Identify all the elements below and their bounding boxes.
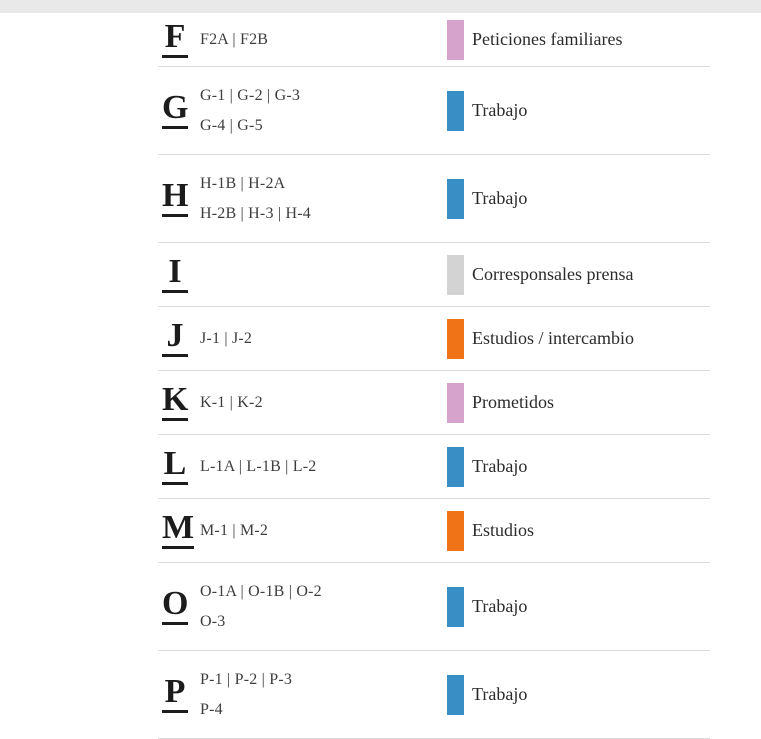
visa-codes-line: P-4 xyxy=(200,700,223,718)
category-label: Trabajo xyxy=(472,100,528,120)
visa-codes xyxy=(200,388,447,418)
category-color-swatch xyxy=(447,675,464,715)
visa-letter-link[interactable]: K xyxy=(162,385,188,421)
visa-codes-line: H-1B | H-2A xyxy=(200,174,286,192)
category-color-swatch xyxy=(447,179,464,219)
category-label: Prometidos xyxy=(472,392,555,412)
visa-letter-link[interactable]: O xyxy=(162,589,188,625)
table-row xyxy=(158,307,710,371)
category-label: Trabajo xyxy=(472,684,528,704)
visa-letter-cell xyxy=(158,88,200,129)
table-row xyxy=(158,435,710,499)
visa-letter-link[interactable]: J xyxy=(162,321,188,357)
visa-codes xyxy=(200,81,447,141)
category-color-swatch xyxy=(447,383,464,423)
visa-codes-line: G-1 | G-2 | G-3 xyxy=(200,86,301,104)
visa-codes-line: F2A | F2B xyxy=(200,30,269,48)
visa-letter-link[interactable]: G xyxy=(162,93,188,129)
visa-categories-table xyxy=(158,13,710,739)
table-row xyxy=(158,499,710,563)
visa-letter-cell xyxy=(158,17,200,58)
category-color-swatch xyxy=(447,20,464,60)
visa-letter-link[interactable]: M xyxy=(162,513,194,549)
category-label: Trabajo xyxy=(472,188,528,208)
category-label: Peticiones familiares xyxy=(472,29,623,49)
visa-codes-line: G-4 | G-5 xyxy=(200,116,263,134)
category-color-swatch xyxy=(447,511,464,551)
top-gray-band xyxy=(0,0,761,13)
visa-codes xyxy=(200,169,447,229)
visa-codes xyxy=(200,25,447,55)
visa-letter-cell xyxy=(158,380,200,421)
visa-letter-link[interactable]: L xyxy=(162,449,188,485)
visa-codes-line: O-3 xyxy=(200,612,226,630)
visa-codes-line: H-2B | H-3 | H-4 xyxy=(200,204,311,222)
visa-letter-cell xyxy=(158,252,200,293)
table-row xyxy=(158,563,710,651)
visa-letter-cell xyxy=(158,508,200,549)
visa-letter-cell xyxy=(158,672,200,713)
category-label: Trabajo xyxy=(472,596,528,616)
table-row xyxy=(158,243,710,307)
table-row xyxy=(158,155,710,243)
visa-letter-link[interactable]: F xyxy=(162,22,188,58)
category-color-swatch xyxy=(447,447,464,487)
table-row xyxy=(158,13,710,67)
visa-codes-line: J-1 | J-2 xyxy=(200,329,253,347)
category-color-swatch xyxy=(447,587,464,627)
category-label: Trabajo xyxy=(472,456,528,476)
visa-codes xyxy=(200,324,447,354)
category-color-swatch xyxy=(447,91,464,131)
visa-codes xyxy=(200,665,447,725)
table-row xyxy=(158,371,710,435)
visa-codes xyxy=(200,577,447,637)
category-color-swatch xyxy=(447,255,464,295)
category-label: Estudios xyxy=(472,520,535,540)
category-label: Corresponsales prensa xyxy=(472,264,634,284)
visa-codes-line: L-1A | L-1B | L-2 xyxy=(200,457,317,475)
visa-codes-line: M-1 | M-2 xyxy=(200,521,269,539)
visa-letter-cell xyxy=(158,584,200,625)
category-color-swatch xyxy=(447,319,464,359)
visa-letter-link[interactable]: P xyxy=(162,677,188,713)
table-row xyxy=(158,651,710,739)
table-row xyxy=(158,67,710,155)
visa-letter-link[interactable]: H xyxy=(162,181,188,217)
visa-letter-cell xyxy=(158,444,200,485)
visa-codes-line: P-1 | P-2 | P-3 xyxy=(200,670,293,688)
visa-letter-cell xyxy=(158,316,200,357)
visa-letter-link[interactable]: I xyxy=(162,257,188,293)
visa-letter-cell xyxy=(158,176,200,217)
visa-codes-line: O-1A | O-1B | O-2 xyxy=(200,582,322,600)
category-label: Estudios / intercambio xyxy=(472,328,634,348)
visa-codes xyxy=(200,516,447,546)
visa-codes xyxy=(200,452,447,482)
visa-codes-line: K-1 | K-2 xyxy=(200,393,263,411)
